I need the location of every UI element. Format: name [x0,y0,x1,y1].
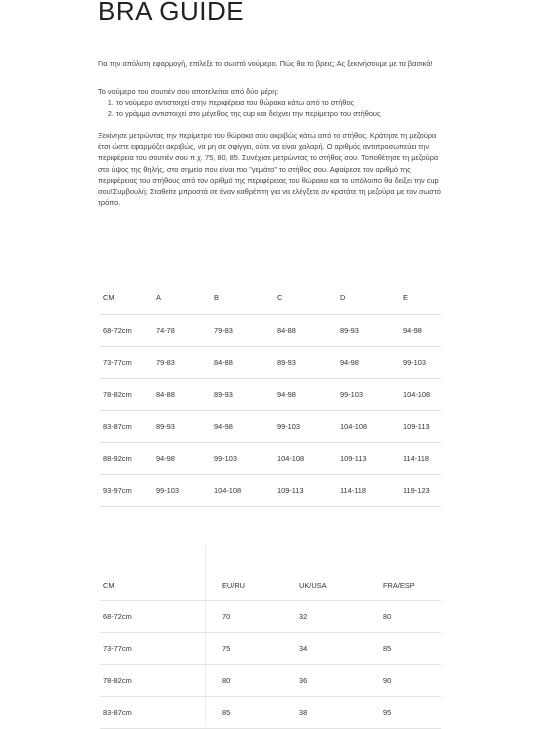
table-cell: 90 [381,664,441,696]
table-cell: 73-77cm [100,632,220,664]
table-row [100,632,441,664]
table-cell: 104-108 [275,442,338,474]
table-cell: 109-113 [401,410,441,442]
table-cell: 34 [297,632,381,664]
table-cell: 99-103 [401,346,441,378]
bra-parts-section [98,86,448,120]
table-cell: 84-88 [212,346,275,378]
table-cell: 109-113 [275,474,338,506]
table-cell: 89-93 [212,378,275,410]
table-cell: 109-113 [338,442,401,474]
table-cell: 99-103 [275,410,338,442]
header-cell: CM [100,572,220,600]
table-cell: 94-98 [212,410,275,442]
table-cell: 84-88 [275,314,338,346]
table-cell: 89-93 [275,346,338,378]
table-row [100,314,441,346]
header-cell: A [154,282,212,314]
parts-intro: Το νούμερο του σουτιέν σου αποτελείται από δύο μέρη: [98,87,279,96]
table-cell: 93-97cm [100,474,154,506]
header-cell: C [275,282,338,314]
table-cell: 68-72cm [100,600,220,632]
table-cell: 73-77cm [100,346,154,378]
header-cell: E [401,282,441,314]
table-cell: 79-83 [154,346,212,378]
header-cell: CM [100,282,154,314]
table-row [100,378,441,410]
table-cell: 68-72cm [100,314,154,346]
table-cell: 78-82cm [100,378,154,410]
table-cell: 85 [381,632,441,664]
header-cell: FRA/ESP [381,572,441,600]
table-cell: 114-118 [338,474,401,506]
header-cell: UK/USA [297,572,381,600]
table-cell: 75 [220,632,297,664]
table-row [100,410,441,442]
table-cell: 84-88 [154,378,212,410]
table-header-row [100,282,441,314]
header-cell: B [212,282,275,314]
table-row [100,346,441,378]
table-cell: 74-78 [154,314,212,346]
table-cell: 38 [297,696,381,728]
table-cell: 79-83 [212,314,275,346]
table-row [100,664,441,696]
table-row [100,600,441,632]
table-cell: 114-118 [401,442,441,474]
header-cell: D [338,282,401,314]
table-row [100,474,441,506]
table-cell: 88-92cm [100,442,154,474]
size-conversion-table [100,572,441,729]
table-cell: 94-98 [275,378,338,410]
table-cell: 104-108 [401,378,441,410]
table-cell: 89-93 [338,314,401,346]
table-cell: 85 [220,696,297,728]
table-cell: 89-93 [154,410,212,442]
table-cell: 119-123 [401,474,441,506]
header-cell: EU/RU [220,572,297,600]
parts-list-item: 1. το νούμερο αντιστοιχεί στην περιφέρεια του θώρακα κάτω από το στήθος [116,97,448,108]
intro-text: Για την απόλυτη εφαρμογή, επίλεξε το σωστό νούμερο. Πώς θα το βρεις; Ας ξεκινήσουμε με τα βασικά! [98,59,433,68]
table-cell: 70 [220,600,297,632]
table-cell: 104-108 [212,474,275,506]
parts-list-item: 2. το γράμμα αντιστοιχεί στο μέγεθος της cup και δείχνει την περίμετρο του στήθους [116,108,448,119]
measuring-instructions: Ξεκίνησε μετρώντας την περίμετρο του θώρακα σου ακριβώς κάτω από το στήθος. Κράτησε τη μεζούρα έτσι ώστε εφαρμόζει ακριβώς, να μη σε σφίγγει, ούτε να είναι χαλαρή. Ο αριθμός αντιπροσωπεύει την περιφέρεια του σουτιέν σου π.χ. 75, 80, 85. Συνέχισε μετρώντας το στήθος σου. Τοποθέτησε τη μεζούρα στο ύψος της θηλής, στο σημείο που είναι πιο "γεμάτο" το στήθος σου. Αφαίρεσε τον αριθμό της περιφέρειας του στήθους από τον αριθμό της περιφέρειας του θώρακα και το υπόλοιπο θα δείξει την cup σου!Συμβουλή: Σταθείτε μπροστά σε έναν καθρέπτη για να ελέγξετε αν κρατάτε τη μεζούρα με τον σωστό τρόπο. [98,131,441,208]
cup-size-table [100,282,441,507]
table-row [100,442,441,474]
table-cell: 99-103 [212,442,275,474]
table-cell: 99-103 [154,474,212,506]
table-cell: 78-82cm [100,664,220,696]
table-cell: 80 [220,664,297,696]
table-cell: 104-108 [338,410,401,442]
table-cell: 83-87cm [100,410,154,442]
table-cell: 94-98 [401,314,441,346]
parts-list [98,97,448,119]
table-cell: 36 [297,664,381,696]
table-cell: 32 [297,600,381,632]
table-cell: 95 [381,696,441,728]
table-cell: 80 [381,600,441,632]
table-cell: 99-103 [338,378,401,410]
table-cell: 94-98 [338,346,401,378]
table-cell: 83-87cm [100,696,220,728]
table-cell: 94-98 [154,442,212,474]
table-row [100,696,441,728]
page-title: BRA GUIDE [98,0,245,26]
table-header-row [100,572,441,600]
